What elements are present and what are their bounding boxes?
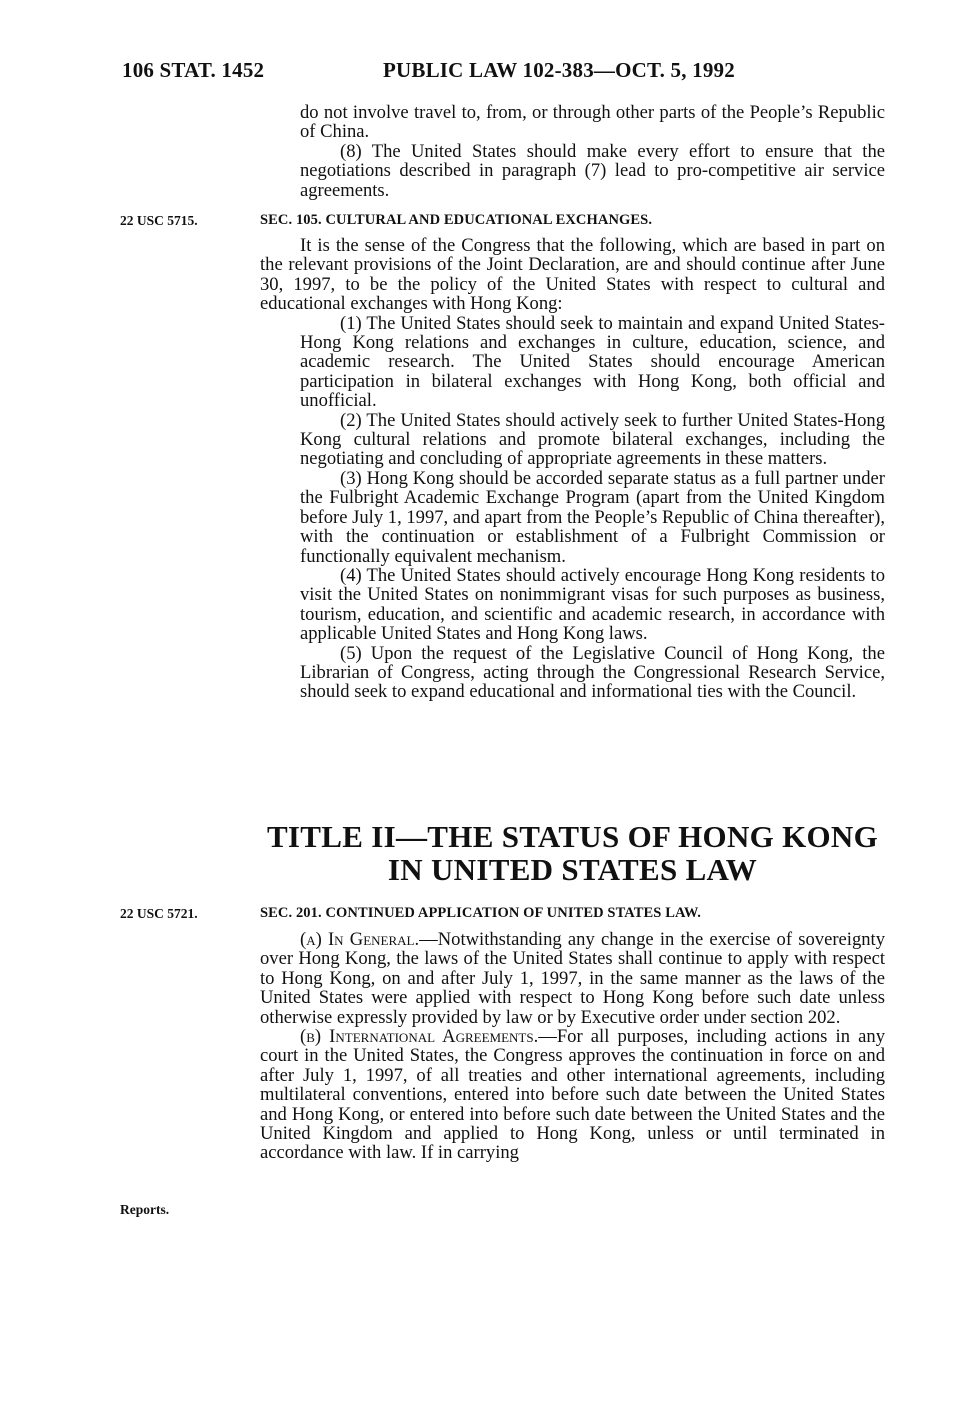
section-105-para-5: (5) Upon the request of the Legislative Council of Hong Kong, the Librarian of Congress, acting through the Congressional Research Service, should seek to expand educational and informational ties with the Council. (300, 642, 885, 703)
subsection-b (260, 1027, 885, 1163)
margin-note-sec105: 22 USC 5715. (120, 213, 198, 228)
section-105-intro: It is the sense of the Congress that the following, which are based in part on the relevant provisions of the Joint Declaration, are and should continue after June 30, 1997, to be the policy of the United States with respect to cultural and educational exchanges with Hong Kong: (260, 235, 885, 315)
section-105-para-2: (2) The United States should actively seek to further United States-Hong Kong cultural relations and promote bilateral exchanges, including the negotiating and concluding of appropriate agreements in these matters. (300, 409, 885, 470)
title-line-1: TITLE II—THE STATUS OF HONG KONG (266, 819, 879, 854)
section-201-body (260, 930, 885, 1163)
subsection-a-text: Notwithstanding any change in the exercise of sovereignty over Hong Kong, the laws of the United States shall continue to apply with respect to Hong Kong, on and after July 1, 1997, in the same manner as the laws of the United States were applied with respect to Hong Kong before such date unless otherwise expressly provided by law or by Executive order under section 202. (260, 929, 886, 1028)
paragraph-8 (260, 142, 885, 200)
section-105-heading: SEC. 105. CULTURAL AND EDUCATIONAL EXCHANGES. (260, 212, 653, 228)
section-105-para-1: (1) The United States should seek to maintain and expand United States-Hong Kong relations and exchanges in culture, education, science, and academic research. The United States should encourage American participation in bilateral exchanges with Hong Kong, both official and unofficial. (300, 312, 885, 412)
paragraph-8-text: (8) The United States should make every effort to ensure that the negotiations described in paragraph (7) lead to pro-competitive air service agreements. (300, 140, 885, 201)
section-105-para-4: (4) The United States should actively encourage Hong Kong residents to visit the United States on nonimmigrant visas for such purposes as business, tourism, education, and scientific and academic research, in accordance with applicable United States and Hong Kong laws. (300, 564, 885, 645)
subsection-a (260, 930, 885, 1027)
continuation-block (260, 103, 885, 200)
subsection-b-label: (b) International Agreements.— (300, 1026, 557, 1048)
section-105-para-3: (3) Hong Kong should be accorded separate status as a full partner under the Fulbright Academic Exchange Program (apart from the United Kingdom before July 1, 1997, and apart from the People’s Republic of China thereafter), with the continuation or establishment of a Fulbright Commission or functionally equivalent mechanism. (300, 467, 886, 567)
section-201-heading: SEC. 201. CONTINUED APPLICATION OF UNITED STATES LAW. (260, 905, 701, 921)
section-105-body (260, 236, 885, 702)
margin-note-sec201: 22 USC 5721. (120, 906, 198, 921)
subsection-b-text: For all purposes, including actions in any court in the United States, the Congress approves the continuation in force on and after July 1, 1997, of all treaties and other international agreements, including multilateral conventions, entered into before such date between the United States and Hong Kong, or entered into before such date between the United States and the United Kingdom and applied to Hong Kong, unless or until terminated in accordance with law. If in carrying (260, 1026, 885, 1164)
page-header-law: PUBLIC LAW 102-383—OCT. 5, 1992 (383, 58, 735, 82)
title-ii-heading (260, 820, 885, 886)
margin-note-reports: Reports. (120, 1202, 170, 1217)
title-line-2: IN UNITED STATES LAW (387, 852, 758, 887)
continuation-text: do not involve travel to, from, or through other parts of the People’s Republic of China. (300, 102, 885, 143)
page-header-stat: 106 STAT. 1452 (122, 58, 265, 82)
subsection-a-label: (a) In General.— (300, 929, 438, 950)
